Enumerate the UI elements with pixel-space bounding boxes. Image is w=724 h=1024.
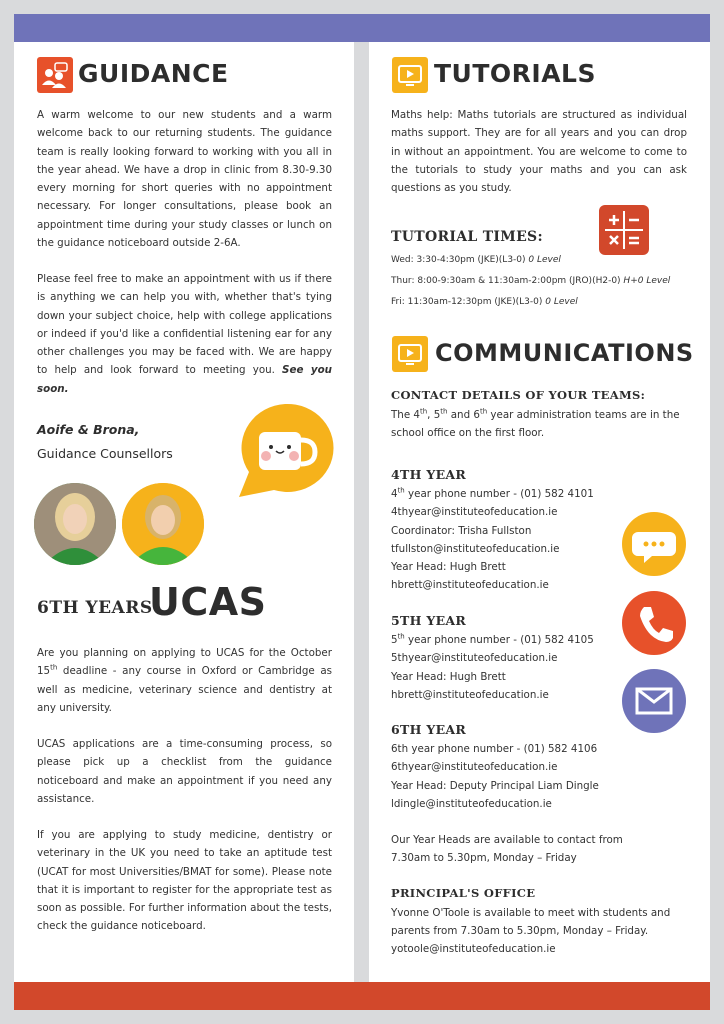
tutorial-times-title: TUTORIAL TIMES:	[391, 229, 543, 245]
phone-icon	[622, 591, 686, 655]
guidance-paragraph-1: A warm welcome to our new students and a warm welcome back to our returning students. The guidance team is really looking forward to working with you all in the year ahead. We have a drop in clinic from 8.30-9.30 every morning for short queries with no appointment necessary. For longer consultations, please book an appointment time during your study classes or lunch on the guidance noticeboard outside 2-6A.	[37, 109, 332, 250]
tutorials-paragraph: Maths help: Maths tutorials are structured as individual maths support. They are for all years and you can drop in without an appointment. You are welcome to come to the tutorials to study your maths and you can ask questions as you study.	[391, 109, 687, 195]
communications-title: COMMUNICATIONS	[435, 339, 694, 367]
year6-head-email[interactable]: ldingle@instituteofeducation.ie	[391, 797, 552, 810]
year4-head-email[interactable]: hbrett@instituteofeducation.ie	[391, 579, 549, 592]
contact-b: , 5	[427, 409, 441, 421]
ucas-paragraph-2: UCAS applications are a time-consuming process, so please pick up a checklist from the guidance noticeboard and make an appointment if you need any assistance.	[37, 738, 332, 805]
year5-head: Year Head: Hugh Brett	[391, 670, 506, 683]
tutorials-title: TUTORIALS	[434, 59, 596, 88]
contact-d: year administration teams are in the school office on the first floor.	[391, 409, 680, 440]
counsellor-photo-brona	[122, 483, 204, 565]
time-wed-level: 0 Level	[528, 255, 561, 265]
year6-head: Year Head: Deputy Principal Liam Dingle	[391, 779, 599, 792]
contact-details-text	[391, 406, 689, 443]
mug-speech-bubble-icon	[219, 402, 334, 502]
time-fri-level: 0 Level	[545, 297, 578, 307]
tutorial-time-fri	[391, 292, 691, 313]
guidance-title: GUIDANCE	[78, 59, 229, 88]
year4-coordinator: Coordinator: Trisha Fullston	[391, 524, 532, 537]
ucas-paragraph-3: If you are applying to study medicine, dentistry or veterinary in the UK you need to take an aptitude test (UCAT for most Universities/BMAT for some). Please note that it is important to register for the appropriate test as soon as possible. For further information about the tests, check the guidance noticeboard.	[37, 829, 332, 933]
contact-sup2: th	[440, 407, 448, 416]
contact-c: and 6	[447, 409, 480, 421]
signature-names: Aoife & Brona,	[37, 422, 140, 437]
time-thur-level: H+0 Level	[623, 276, 671, 286]
year6-details	[391, 740, 661, 813]
year4-coordinator-email[interactable]: tfullston@instituteofeducation.ie	[391, 542, 560, 555]
year6-email[interactable]: 6thyear@instituteofeducation.ie	[391, 761, 558, 774]
year5-email[interactable]: 5thyear@instituteofeducation.ie	[391, 652, 558, 665]
year4-title: 4TH YEAR	[391, 467, 467, 482]
time-wed-text: Wed: 3:30-4:30pm (JKE)(L3-0)	[391, 255, 529, 265]
year4-phone	[391, 485, 621, 503]
communications-screen-icon	[392, 336, 428, 372]
tutorial-time-wed	[391, 250, 691, 271]
see-you-soon: See you soon.	[37, 364, 332, 395]
envelope-icon	[622, 669, 686, 733]
chat-bubble-icon	[622, 512, 686, 576]
calculator-icon	[599, 205, 649, 255]
bottom-banner	[14, 982, 710, 1010]
guidance-paragraph-2-text: Please feel free to make an appointment with us if there is anything we can help you with, whether that's tying down your subject choice, help with college applications or indeed if you'd like a confidential listening ear for any other challenges you may be faced with. We are happy to help and look forward to meeting you.	[37, 273, 332, 377]
guidance-paragraph-2	[37, 270, 332, 398]
year5-details	[391, 631, 621, 704]
ucas-title-small: 6TH YEARS	[37, 598, 153, 618]
year5-title: 5TH YEAR	[391, 613, 467, 628]
contact-details-title: CONTACT DETAILS OF YOUR TEAMS:	[391, 388, 646, 402]
tutorials-screen-icon	[392, 57, 428, 93]
year4-details	[391, 485, 621, 595]
left-column	[14, 42, 354, 982]
year-heads-hours: Our Year Heads are available to contact from 7.30am to 5.30pm, Monday – Friday	[391, 834, 623, 865]
time-thur-text: Thur: 8:00-9:30am & 11:30am-2:00pm (JRO)(H2-0)	[391, 276, 624, 286]
year5-head-email[interactable]: hbrett@instituteofeducation.ie	[391, 688, 549, 701]
y5-phone-a: 5	[391, 634, 398, 646]
y4-phone-a: 4	[391, 488, 398, 500]
ucas-p1-b: deadline - any course in Oxford or Cambridge as well as medicine, veterinary science and dentistry at any university.	[37, 665, 332, 714]
year6-title: 6TH YEAR	[391, 722, 467, 737]
y4-phone-sup: th	[397, 486, 405, 495]
y5-phone-sup: th	[397, 632, 405, 641]
ucas-p1-a: Are you planning on applying to UCAS for the October 15	[37, 647, 332, 678]
top-banner	[14, 14, 710, 42]
tutorial-times-list	[391, 250, 691, 313]
year6-phone: 6th year phone number - (01) 582 4106	[391, 743, 598, 755]
contact-sup1: th	[419, 407, 428, 416]
signature-role: Guidance Counsellors	[37, 446, 173, 461]
tutorial-time-thur	[391, 271, 691, 292]
y5-phone-b: year phone number - (01) 582 4105	[404, 634, 594, 646]
principal-email[interactable]: yotoole@instituteofeducation.ie	[391, 943, 556, 955]
year4-email[interactable]: 4thyear@instituteofeducation.ie	[391, 506, 558, 519]
year4-head: Year Head: Hugh Brett	[391, 561, 506, 574]
y4-phone-b: year phone number - (01) 582 4101	[404, 488, 594, 500]
ucas-p1-sup: th	[50, 663, 58, 672]
right-column	[369, 42, 710, 982]
principal-office-text: Yvonne O'Toole is available to meet with students and parents from 7.30am to 5.30pm, Monday – Friday.	[391, 907, 671, 938]
time-fri-text: Fri: 11:30am-12:30pm (JKE)(L3-0)	[391, 297, 546, 307]
ucas-paragraph-1	[37, 644, 332, 717]
guidance-people-icon	[37, 57, 73, 93]
contact-a: The 4	[391, 409, 420, 421]
contact-sup3: th	[479, 407, 488, 416]
ucas-title-big: UCAS	[149, 580, 267, 624]
principal-office-title: PRINCIPAL'S OFFICE	[391, 886, 536, 900]
counsellor-photo-aoife	[34, 483, 116, 565]
year5-phone	[391, 631, 621, 649]
